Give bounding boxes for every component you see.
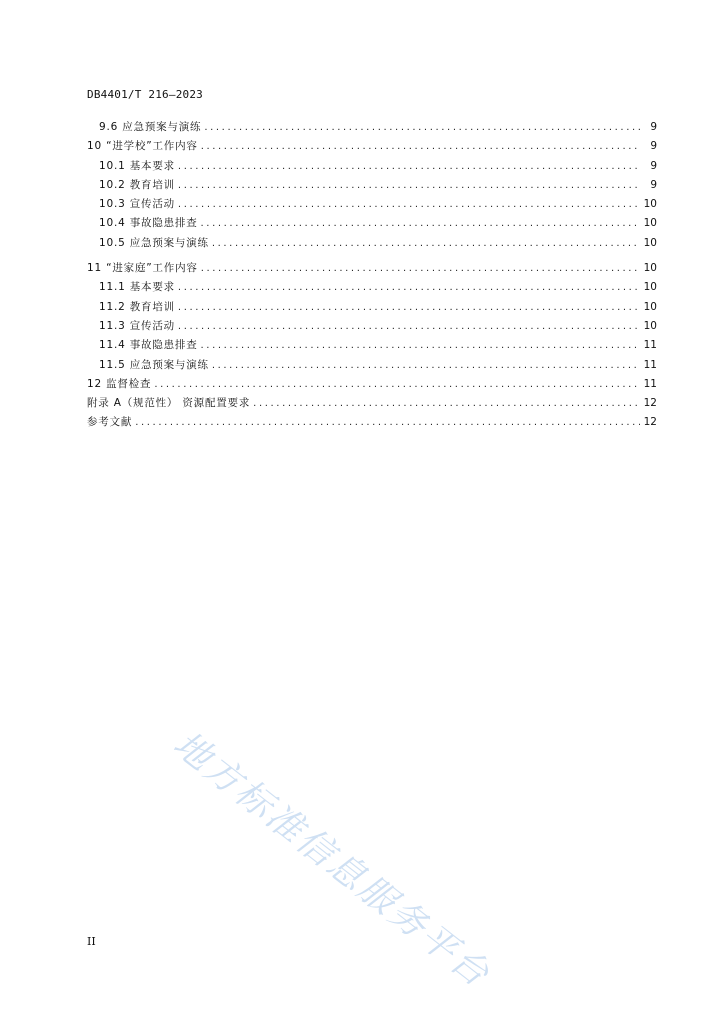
toc-entry[interactable] (87, 158, 657, 177)
toc-entry-label: 10.3 宣传活动 (99, 198, 175, 211)
watermark: 地方标准信息服务平台 (165, 723, 499, 997)
toc-leader-dots (204, 122, 640, 133)
toc-leader-dots (201, 263, 640, 274)
toc-leader-dots (178, 161, 640, 172)
toc-leader-dots (178, 302, 640, 313)
toc-entry-label: 11.1 基本要求 (99, 281, 175, 294)
toc-leader-dots (212, 238, 640, 249)
toc-entry-label: 11 “进家庭”工作内容 (87, 262, 198, 275)
table-of-contents (87, 119, 657, 434)
toc-entry-label: 12 监督检查 (87, 377, 152, 390)
toc-leader-dots (178, 321, 640, 332)
toc-leader-dots (201, 141, 640, 152)
toc-entry-label: 9.6 应急预案与演练 (99, 121, 202, 133)
toc-entry-label: 11.4 事故隐患排查 (99, 339, 198, 352)
toc-entry[interactable] (87, 196, 657, 215)
toc-entry-label: 10 “进学校”工作内容 (87, 140, 198, 153)
toc-entry-page: 10 (643, 198, 657, 211)
toc-entry-page: 12 (643, 397, 657, 410)
toc-leader-dots (154, 379, 640, 390)
toc-entry-page: 10 (643, 262, 657, 275)
toc-entry[interactable] (87, 177, 657, 196)
toc-entry-page: 10 (643, 300, 657, 313)
page-number-footer: II (87, 935, 96, 948)
toc-leader-dots (212, 360, 640, 371)
toc-entry-label: 10.5 应急预案与演练 (99, 236, 209, 249)
toc-entry-label: 附录 A（规范性） 资源配置要求 (87, 397, 251, 410)
toc-leader-dots (201, 340, 640, 351)
toc-leader-dots (178, 282, 640, 293)
toc-entry-page: 11 (643, 377, 657, 390)
toc-leader-dots (135, 417, 640, 428)
toc-entry-label: 11.2 教育培训 (99, 300, 175, 313)
toc-entry[interactable] (87, 119, 657, 138)
toc-leader-dots (201, 218, 640, 229)
toc-leader-dots (253, 398, 640, 409)
toc-entry-page: 12 (643, 416, 657, 429)
toc-leader-dots (178, 199, 640, 210)
toc-entry[interactable] (87, 376, 657, 395)
toc-entry[interactable] (87, 235, 657, 254)
toc-entry[interactable] (87, 357, 657, 376)
document-code-header: DB4401/T 216—2023 (87, 88, 203, 101)
toc-entry-page: 9 (650, 159, 657, 172)
toc-entry[interactable] (87, 337, 657, 356)
toc-entry[interactable] (87, 299, 657, 318)
toc-entry[interactable] (87, 414, 657, 433)
toc-entry[interactable] (87, 318, 657, 337)
toc-entry[interactable] (87, 395, 657, 414)
toc-entry-page: 9 (650, 140, 657, 153)
toc-entry-page: 10 (643, 319, 657, 332)
toc-entry-page: 11 (643, 339, 657, 352)
toc-entry-page: 10 (643, 281, 657, 294)
toc-entry[interactable] (87, 138, 657, 157)
toc-entry-label: 10.2 教育培训 (99, 178, 175, 191)
toc-entry-page: 11 (643, 358, 657, 371)
toc-entry-page: 10 (643, 217, 657, 230)
toc-entry[interactable] (87, 260, 657, 279)
toc-entry[interactable] (87, 279, 657, 298)
toc-leader-dots (178, 180, 640, 191)
toc-entry-label: 参考文献 (87, 416, 133, 429)
toc-entry-label: 11.3 宣传活动 (99, 319, 175, 332)
toc-entry-label: 10.4 事故隐患排查 (99, 217, 198, 230)
toc-entry-label: 11.5 应急预案与演练 (99, 358, 209, 371)
toc-entry-label: 10.1 基本要求 (99, 159, 175, 172)
toc-entry-page: 9 (650, 121, 657, 133)
toc-entry-page: 10 (643, 236, 657, 249)
toc-entry-page: 9 (650, 178, 657, 191)
toc-entry[interactable] (87, 215, 657, 234)
